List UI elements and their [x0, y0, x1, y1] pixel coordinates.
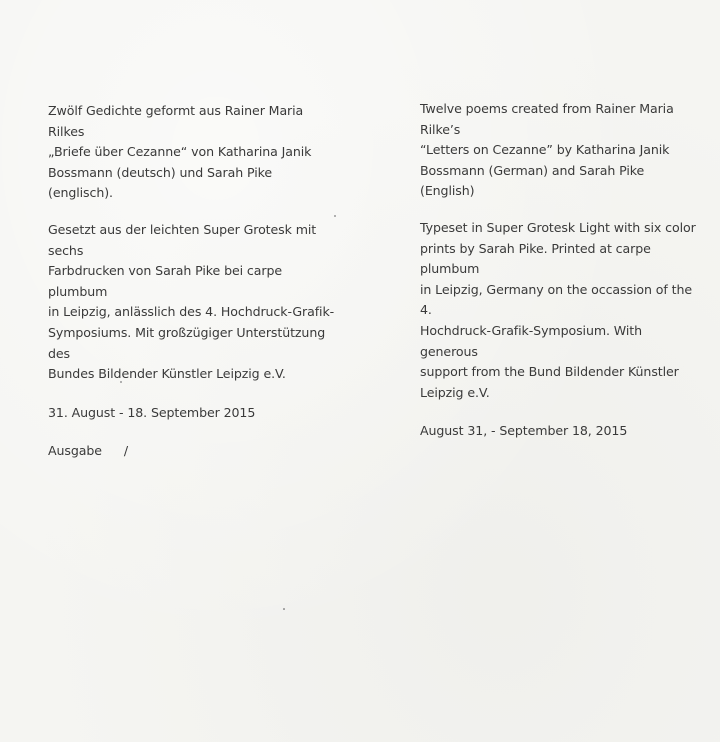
german-edition-line	[48, 441, 338, 462]
german-colophon-line: in Leipzig, anlässlich des 4. Hochdruck-Grafik-	[48, 304, 335, 320]
german-intro-line: Bossmann (deutsch) und Sarah Pike (englisch).	[48, 164, 273, 201]
german-dates: 31. August - 18. September 2015	[48, 404, 256, 420]
english-intro-line: Bossmann (German) and Sarah Pike (English)	[420, 162, 645, 199]
english-colophon-line: Typeset in Super Grotesk Light with six color	[420, 219, 696, 235]
german-colophon-line: Bundes Bildender Künstler Leipzig e.V.	[48, 366, 286, 382]
english-colophon-paragraph	[420, 218, 700, 403]
edition-label: Ausgabe	[48, 443, 102, 459]
german-colophon-paragraph	[48, 220, 338, 385]
english-colophon-line: Hochdruck-Grafik-Symposium. With generous	[420, 322, 643, 359]
paper-speck	[283, 608, 285, 610]
paper-speck	[120, 381, 122, 383]
english-intro-line: Twelve poems created from Rainer Maria Rilke’s	[420, 101, 674, 137]
german-intro-line: „Briefe über Cezanne“ von Katharina Janik	[48, 144, 312, 160]
english-colophon-line: prints by Sarah Pike. Printed at carpe plumbum	[420, 240, 651, 277]
german-colophon-line: Gesetzt aus der leichten Super Grotesk mit sechs	[48, 221, 317, 258]
german-colophon	[48, 101, 338, 462]
german-colophon-line: Symposiums. Mit großzügiger Unterstützung des	[48, 324, 326, 361]
english-intro-line: “Letters on Cezanne” by Katharina Janik	[420, 142, 670, 158]
german-colophon-line: Farbdrucken von Sarah Pike bei carpe plumbum	[48, 263, 282, 299]
german-intro-paragraph	[48, 101, 338, 204]
english-colophon-line: support from the Bund Bildender Künstler	[420, 364, 679, 380]
english-dates: August 31, - September 18, 2015	[420, 423, 628, 439]
english-colophon-line: Leipzig e.V.	[420, 384, 490, 400]
english-intro-paragraph	[420, 99, 700, 202]
english-colophon	[420, 99, 700, 442]
edition-separator: /	[123, 443, 129, 459]
english-colophon-line: in Leipzig, Germany on the occassion of the 4.	[420, 281, 692, 318]
german-intro-line: Zwölf Gedichte geformt aus Rainer Maria Rilkes	[48, 103, 304, 139]
paper-speck	[334, 215, 336, 217]
